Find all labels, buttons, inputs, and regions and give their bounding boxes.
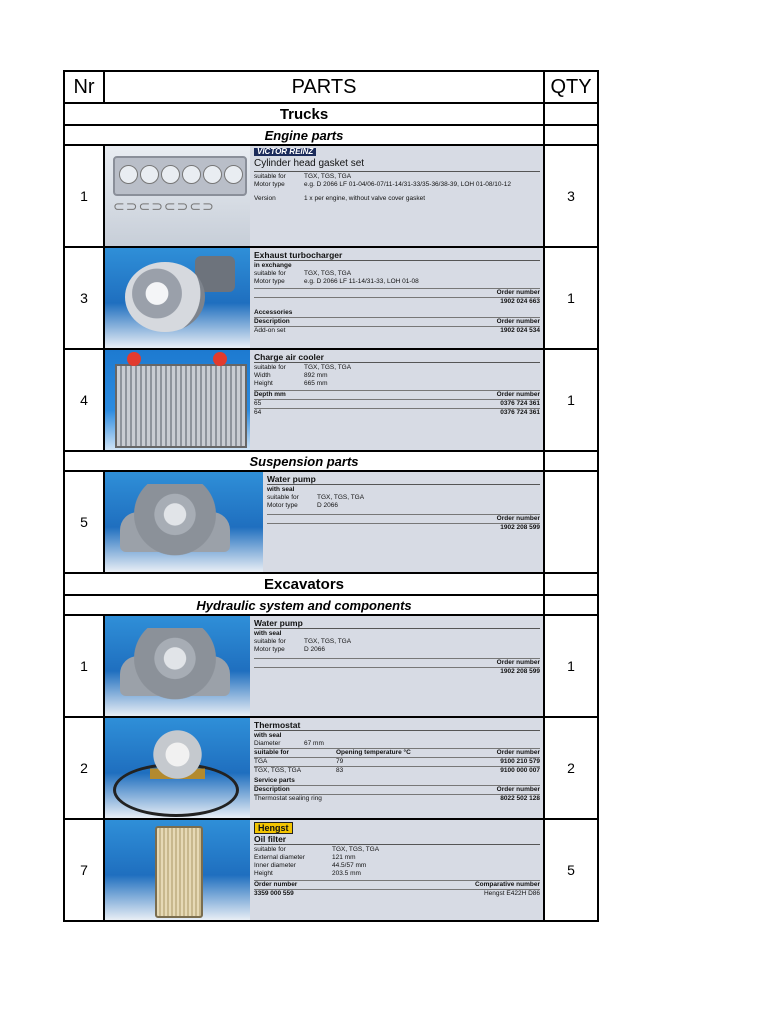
comparative-number: Hengst E422H D86 [483, 890, 540, 897]
value: 44.5/57 mm [332, 862, 367, 869]
item-qty: 1 [544, 615, 598, 717]
item-qty: 2 [544, 717, 598, 819]
item-nr: 7 [64, 819, 104, 921]
order-label: Order number [254, 658, 540, 667]
order-label: Order number [254, 288, 540, 297]
value: 121 mm [332, 854, 356, 861]
order-number: 9100 210 579 [500, 758, 540, 765]
label: suitable for [254, 638, 286, 645]
part-title: Charge air cooler [254, 352, 540, 363]
order-number: 0376 724 361 [500, 400, 540, 407]
section-empty [544, 103, 598, 125]
label: Order number [496, 318, 540, 325]
label: External diameter [254, 854, 305, 861]
air-cooler-image [105, 350, 250, 450]
item-nr: 1 [64, 615, 104, 717]
part-card [104, 145, 544, 247]
label: Order number [254, 881, 298, 888]
order-number: 1902 208 599 [254, 667, 540, 676]
value: 665 mm [304, 380, 328, 387]
value: 65 [254, 400, 262, 407]
section-row [64, 103, 598, 125]
header-parts: PARTS [104, 71, 544, 103]
label: Motor type [254, 278, 285, 285]
water-pump-image [105, 472, 263, 572]
subsection-hydraulic: Hydraulic system and components [64, 595, 544, 615]
value: TGX, TGS, TGA [304, 270, 352, 277]
value: TGX, TGS, TGA [254, 767, 302, 774]
subtitle: with seal [254, 630, 282, 637]
value: 892 mm [304, 372, 328, 379]
table-row [64, 717, 598, 819]
part-title: Water pump [254, 618, 540, 629]
part-card [104, 471, 544, 573]
part-card [104, 717, 544, 819]
subsection-suspension-parts: Suspension parts [64, 451, 544, 471]
header-qty: QTY [544, 71, 598, 103]
part-title: Cylinder head gasket set [254, 157, 540, 172]
part-card [104, 247, 544, 349]
subsection-empty [544, 451, 598, 471]
item-nr: 5 [64, 471, 104, 573]
order-number: 0376 724 361 [500, 409, 540, 416]
label: suitable for [254, 364, 286, 371]
table-row [64, 145, 598, 247]
brand-logo: Hengst [254, 822, 293, 834]
part-card [104, 349, 544, 451]
value: e.g. D 2066 LF 01-04/06-07/11-14/31-33/35-36/38-39, LOH 01-08/10-12 [304, 181, 511, 188]
value: 67 mm [304, 740, 324, 747]
label: Motor type [267, 502, 298, 509]
water-pump-image [105, 616, 250, 716]
item-qty [544, 471, 598, 573]
label: Motor type [254, 646, 285, 653]
table-row [64, 471, 598, 573]
table-row [64, 247, 598, 349]
label: Description [254, 318, 290, 325]
value: TGX, TGS, TGA [304, 638, 352, 645]
subsection-row [64, 125, 598, 145]
order-number: 1902 208 599 [267, 523, 540, 532]
value: TGX, TGS, TGA [317, 494, 365, 501]
part-title: Water pump [267, 474, 540, 485]
label: Order number [496, 786, 540, 793]
label: Order number [496, 749, 540, 756]
value: 79 [336, 758, 344, 765]
item-nr: 2 [64, 717, 104, 819]
value: TGX, TGS, TGA [304, 173, 352, 180]
part-title: Oil filter [254, 834, 540, 845]
value: TGX, TGS, TGA [304, 364, 352, 371]
order-label: Order number [267, 514, 540, 523]
subsection-empty [544, 595, 598, 615]
label: Diameter [254, 740, 281, 747]
service-parts-label: Service parts [254, 777, 295, 784]
value: e.g. D 2066 LF 11-14/31-33, LOH 01-08 [304, 278, 419, 285]
item-qty: 5 [544, 819, 598, 921]
value: D 2066 [317, 502, 338, 509]
label: Height [254, 870, 273, 877]
table-row [64, 819, 598, 921]
subsection-empty [544, 125, 598, 145]
part-card [104, 819, 544, 921]
label: Height [254, 380, 273, 387]
label: suitable for [267, 494, 299, 501]
section-row [64, 573, 598, 595]
label: Width [254, 372, 271, 379]
subtitle: in exchange [254, 262, 292, 269]
value: 83 [336, 767, 344, 774]
label: suitable for [254, 846, 286, 853]
brand-logo: VICTOR REINZ [254, 148, 316, 156]
section-excavators: Excavators [64, 573, 544, 595]
subtitle: with seal [254, 732, 282, 739]
label: Comparative number [474, 881, 540, 888]
oil-filter-image [105, 820, 250, 920]
label: Depth mm [254, 391, 286, 398]
label: Order number [496, 391, 540, 398]
table-row [64, 615, 598, 717]
turbocharger-image [105, 248, 250, 348]
order-number: 9100 000 007 [500, 767, 540, 774]
section-trucks: Trucks [64, 103, 544, 125]
thermostat-image [105, 718, 250, 818]
subtitle: with seal [267, 486, 295, 493]
value: 1 x per engine, without valve cover gasket [304, 195, 426, 202]
part-title: Thermostat [254, 720, 540, 731]
order-number: 1902 024 534 [500, 327, 540, 334]
header-row [64, 71, 598, 103]
header-nr: Nr [64, 71, 104, 103]
part-title: Exhaust turbocharger [254, 250, 540, 261]
section-empty [544, 573, 598, 595]
value: D 2066 [304, 646, 325, 653]
order-number: 1902 024 663 [254, 297, 540, 306]
item-nr: 3 [64, 247, 104, 349]
part-card [104, 615, 544, 717]
label: Description [254, 786, 290, 793]
order-number: 8022 502 128 [500, 795, 540, 802]
value: Add-on set [254, 327, 286, 334]
value: Thermostat sealing ring [254, 795, 322, 802]
value: TGX, TGS, TGA [332, 846, 380, 853]
item-qty: 1 [544, 349, 598, 451]
parts-table [63, 70, 599, 922]
label: suitable for [254, 749, 290, 756]
value: TGA [254, 758, 268, 765]
item-nr: 1 [64, 145, 104, 247]
label: suitable for [254, 270, 286, 277]
subsection-engine-parts: Engine parts [64, 125, 544, 145]
value: 64 [254, 409, 262, 416]
label: Version [254, 195, 276, 202]
gasket-image: ⊂⊃⊂⊃⊂⊃⊂⊃ [105, 146, 250, 246]
subsection-row [64, 451, 598, 471]
value: 203.5 mm [332, 870, 361, 877]
table-row [64, 349, 598, 451]
item-nr: 4 [64, 349, 104, 451]
label: Motor type [254, 181, 285, 188]
label: Inner diameter [254, 862, 296, 869]
order-number: 3359 000 559 [254, 890, 294, 897]
label: suitable for [254, 173, 286, 180]
accessories-label: Accessories [254, 309, 293, 316]
subsection-row [64, 595, 598, 615]
item-qty: 3 [544, 145, 598, 247]
item-qty: 1 [544, 247, 598, 349]
label: Opening temperature °C [336, 749, 411, 756]
